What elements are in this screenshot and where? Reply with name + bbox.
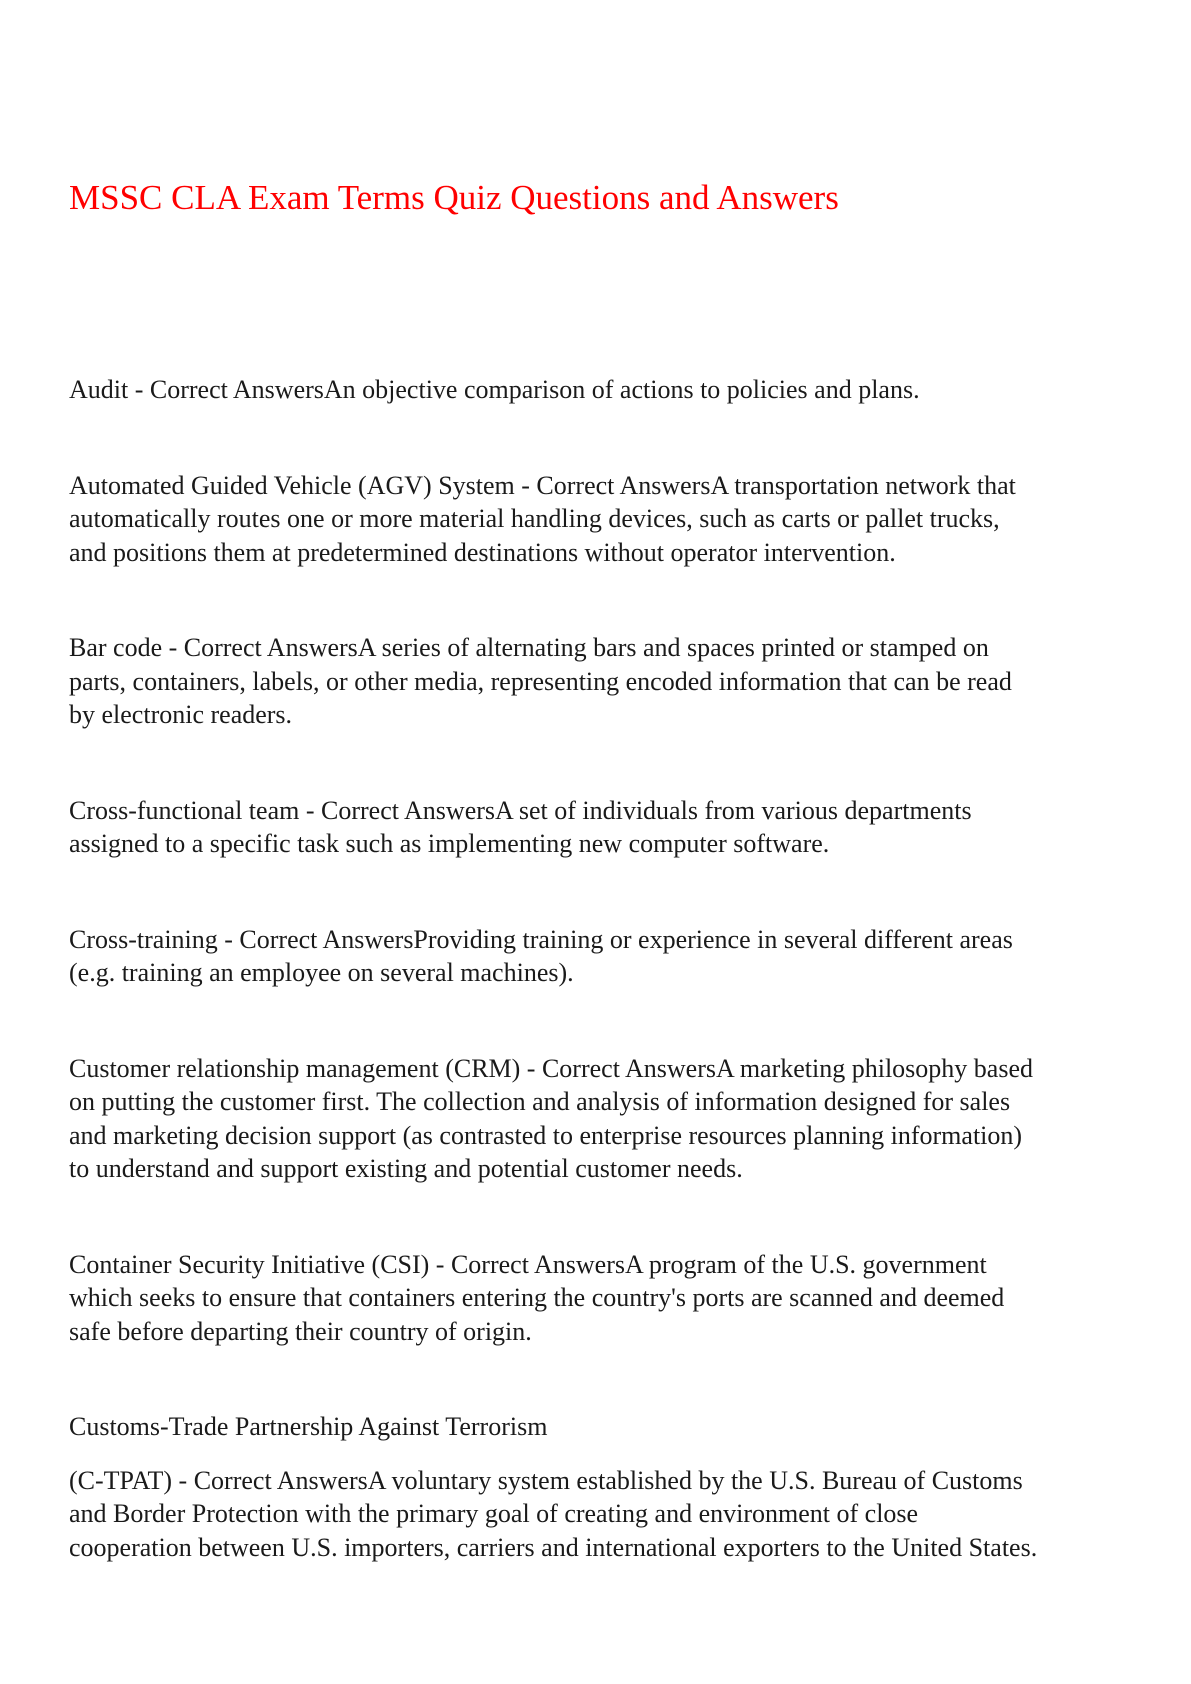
entry-line: automatically routes one or more material handling devices, such as carts or pallet trucks,: [69, 504, 1000, 533]
entry-line: by electronic readers.: [69, 700, 293, 729]
entry-c-tpat-heading: [69, 1410, 1129, 1444]
entry-line: assigned to a specific task such as implementing new computer software.: [69, 829, 830, 858]
entry-audit: [69, 373, 1129, 407]
entry-line: and marketing decision support (as contrasted to enterprise resources planning information): [69, 1120, 1023, 1150]
entry-line: Cross-functional team - Correct AnswersA set of individuals from various departments: [69, 795, 972, 825]
entry-line: cooperation between U.S. importers, carriers and international exporters to the United States.: [69, 1532, 1038, 1562]
entry-line: parts, containers, labels, or other media, representing encoded information that can be read: [69, 666, 1012, 696]
entry-line: (e.g. training an employee on several machines).: [69, 958, 574, 987]
entry-line: Automated Guided Vehicle (AGV) System - Correct AnswersA transportation network that: [69, 470, 1016, 500]
entry-line: Customer relationship management (CRM) - Correct AnswersA marketing philosophy based: [69, 1053, 1033, 1083]
entry-line: Customs-Trade Partnership Against Terrorism: [69, 1412, 548, 1441]
entry-line: Cross-training - Correct AnswersProviding training or experience in several different areas: [69, 924, 1013, 954]
entry-line: which seeks to ensure that containers entering the country's ports are scanned and deemed: [69, 1283, 1005, 1312]
document-title: MSSC CLA Exam Terms Quiz Questions and Answers: [69, 178, 839, 217]
entry-csi: [69, 1248, 1129, 1349]
entry-line: and positions them at predetermined destinations without operator intervention.: [69, 537, 896, 567]
entry-agv-system: [69, 469, 1129, 570]
entry-line: (C-TPAT) - Correct AnswersA voluntary system established by the U.S. Bureau of Customs: [69, 1465, 1023, 1495]
entry-line: safe before departing their country of origin.: [69, 1316, 532, 1346]
entry-line: on putting the customer first. The collection and analysis of information designed for sales: [69, 1087, 1011, 1116]
entry-cross-training: [69, 923, 1129, 990]
entry-line: and Border Protection with the primary goal of creating and environment of close: [69, 1499, 919, 1528]
entry-line: Bar code - Correct AnswersA series of alternating bars and spaces printed or stamped on: [69, 633, 989, 662]
entry-cross-functional-team: [69, 794, 1129, 861]
document-body: [69, 373, 1129, 1564]
entry-bar-code: [69, 631, 1129, 732]
entry-line: to understand and support existing and potential customer needs.: [69, 1154, 743, 1183]
entry-c-tpat: [69, 1464, 1129, 1565]
entry-line: Audit - Correct AnswersAn objective comparison of actions to policies and plans.: [69, 375, 920, 404]
entry-crm: [69, 1052, 1129, 1186]
entry-line: Container Security Initiative (CSI) - Correct AnswersA program of the U.S. government: [69, 1249, 987, 1279]
